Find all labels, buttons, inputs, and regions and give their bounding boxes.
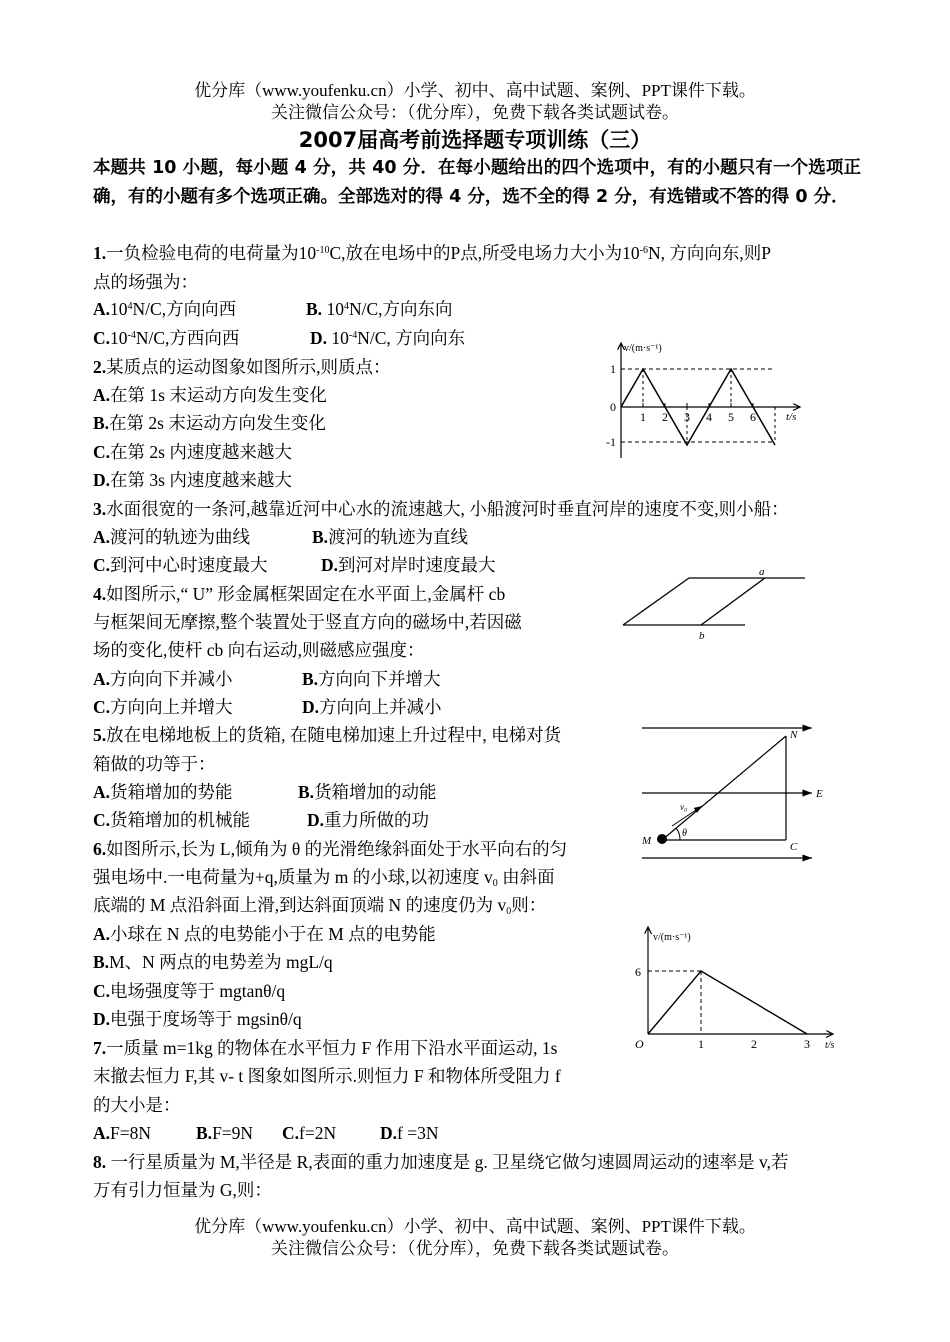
question-text: 放在电梯地板上的货箱, 在随电梯加速上升过程中, 电梯对货 [106, 725, 562, 745]
question-5 [93, 723, 561, 747]
q4-option-b[interactable] [302, 667, 441, 691]
x-tick-label: 2 [662, 410, 668, 424]
q6-line2 [93, 865, 555, 889]
q4-line3: 场的变化,使杆 cb 向右运动,则磁感应强度： [93, 640, 425, 660]
option-text: 在第 2s 末运动方向发生变化 [109, 413, 326, 433]
x-tick-label: 6 [750, 410, 756, 424]
question-3 [93, 497, 789, 521]
q6-option-b[interactable] [93, 950, 333, 974]
y-axis-label: v/(m·s⁻¹) [653, 932, 691, 943]
option-pre: 10 [110, 328, 128, 348]
option-post: N/C,方向东向 [348, 299, 453, 319]
q7-vt-graph [633, 922, 843, 1052]
q8-line2: 万有引力恒量为 G,则： [93, 1180, 272, 1200]
y-tick-0: 0 [610, 400, 616, 414]
q6-line2-post: 由斜面 [497, 867, 555, 887]
option-text: F=9N [212, 1123, 254, 1143]
question-text: 水面很宽的一条河,越靠近河中心水的流速越大, 小船渡河时垂直河岸的速度不变,则小船： [106, 499, 789, 519]
question-number: 1. [93, 243, 107, 263]
q4-option-a[interactable] [93, 667, 233, 691]
page-header-line2: 关注微信公众号：（优分库），免费下载各类试题试卷。 [271, 103, 679, 122]
q6-incline-figure [632, 718, 832, 863]
question-number: 7. [93, 1038, 107, 1058]
q5-option-a[interactable] [93, 780, 233, 804]
q1-option-b[interactable] [306, 297, 453, 321]
option-label: B. [298, 782, 315, 802]
option-text: 在第 3s 内速度越来越大 [110, 470, 292, 490]
option-label: B. [196, 1123, 213, 1143]
option-exp: -4 [348, 330, 358, 341]
option-label: C. [93, 810, 111, 830]
question-number: 4. [93, 584, 107, 604]
option-pre: 10 [110, 299, 128, 319]
option-label: D. [310, 328, 328, 348]
option-text: f =3N [397, 1123, 439, 1143]
question-number: 6. [93, 839, 107, 859]
option-label: B. [312, 527, 329, 547]
q6-line3-post: 则： [511, 895, 547, 915]
q1-line2: 点的场强为： [93, 272, 198, 292]
option-text: 在第 1s 末运动方向发生变化 [110, 385, 327, 405]
option-pre: 10 [327, 328, 349, 348]
page-header-line1: 优分库（www.youfenku.cn）小学、初中、高中试题、案例、PPT课件下载。 [194, 81, 756, 100]
question-2 [93, 355, 391, 379]
x-tick-label: 4 [706, 410, 712, 424]
q4-option-d[interactable] [302, 695, 442, 719]
q3-option-b[interactable] [312, 525, 468, 549]
option-label: A. [93, 924, 111, 944]
question-text: 如图所示,“ U” 形金属框架固定在水平面上,金属杆 cb [106, 584, 506, 604]
x-tick-label: 2 [751, 1037, 757, 1051]
option-text: 方向向下并增大 [318, 669, 441, 689]
q6-line2-sub: 0 [492, 878, 498, 889]
page-footer-line2: 关注微信公众号：（优分库），免费下载各类试题试卷。 [271, 1239, 679, 1258]
velocity-line [648, 971, 807, 1034]
q4-u-frame-figure [615, 566, 815, 646]
label-n: N [790, 729, 798, 741]
question-number: 2. [93, 357, 107, 377]
option-text: F=8N [110, 1123, 152, 1143]
option-text: 货箱增加的势能 [110, 782, 233, 802]
option-text: 在第 2s 内速度越来越大 [110, 442, 292, 462]
y-axis-label: v/(m·s⁻¹) [624, 343, 662, 354]
label-e: E [816, 788, 823, 800]
question-8 [93, 1150, 788, 1174]
instructions: 本题共 10 小题，每小题 4 分，共 40 分．在每小题给出的四个选项中，有的小题只有一个选项正确，有的小题有多个选项正确。全部选对的得 4 分，选不全的得 2 分，有选错或不答的得 0 分． [93, 158, 861, 207]
question-4 [93, 582, 505, 606]
q2-option-d[interactable] [93, 468, 292, 492]
q6-line2-text: 强电场中.一电荷量为+q,质量为 m 的小球,以初速度 v [93, 867, 493, 887]
option-exp: 4 [127, 301, 133, 312]
y-tick-6: 6 [635, 965, 641, 979]
x-tick-label: 1 [640, 410, 646, 424]
question-number: 3. [93, 499, 107, 519]
option-label: C. [282, 1123, 300, 1143]
option-text: 方向向上并增大 [110, 697, 233, 717]
q6-line3-text: 底端的 M 点沿斜面上滑,到达斜面顶端 N 的速度仍为 v [93, 895, 507, 915]
option-text: 方向向上并减小 [319, 697, 442, 717]
option-label: A. [93, 385, 111, 405]
question-text: 一行星质量为 M,半径是 R,表面的重力加速度是 g. 卫星绕它做匀速圆周运动的速率是 v,若 [106, 1152, 789, 1172]
option-exp: 4 [343, 301, 349, 312]
option-label: C. [93, 442, 111, 462]
q1-text-c: N, 方向向东,则P [647, 243, 771, 263]
q6-line3 [93, 893, 546, 917]
q4-line2: 与框架间无摩擦,整个装置处于竖直方向的磁场中,若因磁 [93, 612, 522, 632]
option-text: 方向向下并减小 [110, 669, 233, 689]
q7-option-a[interactable] [93, 1121, 151, 1145]
option-text: 货箱增加的机械能 [110, 810, 251, 830]
option-text: f=2N [299, 1123, 337, 1143]
question-6 [93, 837, 567, 861]
option-label: A. [93, 669, 111, 689]
option-label: C. [93, 328, 111, 348]
x-tick-label: 3 [684, 410, 690, 424]
label-b: b [699, 630, 705, 642]
q1-option-d[interactable] [310, 326, 465, 350]
q5-option-c[interactable] [93, 808, 250, 832]
option-label: A. [93, 299, 111, 319]
option-text: 到河中心时速度最大 [110, 555, 268, 575]
option-post: N/C, 方向向东 [357, 328, 466, 348]
option-text: 电场强度等于 mgtanθ/q [110, 981, 286, 1001]
q1-option-c[interactable] [93, 326, 239, 350]
q7-option-d[interactable] [380, 1121, 438, 1145]
q1-text-a: 一负检验电荷的电荷量为10 [106, 243, 317, 263]
q1-exp-a: -10 [316, 245, 330, 256]
option-label: D. [93, 470, 111, 490]
option-label: A. [93, 1123, 111, 1143]
x-tick-label: 5 [728, 410, 734, 424]
page-footer-line1: 优分库（www.youfenku.cn）小学、初中、高中试题、案例、PPT课件下载。 [194, 1217, 756, 1236]
option-label: C. [93, 981, 111, 1001]
angle-arc [676, 828, 680, 840]
x-axis-label: t/s [825, 1040, 835, 1051]
q6-option-d[interactable] [93, 1007, 302, 1031]
option-text: 货箱增加的动能 [314, 782, 437, 802]
x-tick-label: 3 [804, 1037, 810, 1051]
option-post: N/C,方西向西 [135, 328, 240, 348]
y-tick-1: 1 [610, 362, 616, 376]
q4-option-c[interactable] [93, 695, 233, 719]
q5-option-d[interactable] [307, 808, 429, 832]
metal-rod-cb [701, 578, 765, 625]
q7-option-b[interactable] [196, 1121, 253, 1145]
incline-hypotenuse [662, 736, 786, 840]
option-label: D. [307, 810, 325, 830]
question-text: 如图所示,长为 L,倾角为 θ 的光滑绝缘斜面处于水平向右的匀 [106, 839, 568, 859]
x-tick-label: 1 [698, 1037, 704, 1051]
option-label: C. [93, 555, 111, 575]
question-number: 5. [93, 725, 107, 745]
label-theta: θ [682, 828, 687, 839]
q7-line3: 的大小是： [93, 1095, 181, 1115]
q6-line3-sub: 0 [506, 906, 512, 917]
option-label: B. [93, 413, 110, 433]
option-label: D. [380, 1123, 398, 1143]
option-text: 电强于度场等于 mgsinθ/q [110, 1009, 302, 1029]
option-text: 渡河的轨迹为曲线 [110, 527, 251, 547]
frame-left-side [623, 578, 689, 625]
option-exp: -4 [127, 330, 136, 341]
question-number: 8. [93, 1152, 107, 1172]
q2-option-c[interactable] [93, 440, 292, 464]
question-1 [93, 241, 771, 265]
q6-option-c[interactable] [93, 979, 285, 1003]
label-m: M [642, 835, 652, 847]
option-label: B. [93, 952, 110, 972]
option-text: 到河对岸时速度最大 [338, 555, 496, 575]
q6-option-a[interactable] [93, 922, 436, 946]
question-text: 某质点的运动图象如图所示,则质点： [106, 357, 391, 377]
option-text: 重力所做的功 [324, 810, 430, 830]
origin-label: O [635, 1037, 644, 1051]
x-axis-label: t/s [786, 411, 797, 423]
q7-line2: 末撤去恒力 F,其 v- t 图象如图所示.则恒力 F 和物体所受阻力 f [93, 1066, 561, 1086]
label-v0: v₀ [680, 802, 688, 812]
option-label: D. [93, 1009, 111, 1029]
question-text: 一质量 m=1kg 的物体在水平恒力 F 作用下沿水平面运动, 1s [106, 1038, 558, 1058]
q7-option-c[interactable] [282, 1121, 336, 1145]
option-label: A. [93, 527, 111, 547]
q5-line2: 箱做的功等于： [93, 754, 216, 774]
q1-option-a[interactable] [93, 297, 236, 321]
label-a: a [759, 566, 765, 578]
q2-option-a[interactable] [93, 383, 327, 407]
q1-text-b: C,放在电场中的P点,所受电场力大小为10 [329, 243, 640, 263]
option-post: N/C,方向向西 [132, 299, 237, 319]
option-label: C. [93, 697, 111, 717]
option-label: B. [302, 669, 319, 689]
option-pre: 10 [322, 299, 344, 319]
option-label: D. [302, 697, 320, 717]
q2-vt-graph [600, 338, 810, 468]
q3-option-c[interactable] [93, 553, 268, 577]
page-title: 2007届高考前选择题专项训练（三） [298, 128, 652, 152]
y-tick-neg1: -1 [606, 435, 616, 449]
q5-option-b[interactable] [298, 780, 437, 804]
option-label: A. [93, 782, 111, 802]
option-label: D. [321, 555, 339, 575]
option-label: B. [306, 299, 323, 319]
option-text: 小球在 N 点的电势能小于在 M 点的电势能 [110, 924, 436, 944]
q2-option-b[interactable] [93, 411, 326, 435]
option-text: M、N 两点的电势差为 mgL/q [109, 952, 333, 972]
q3-option-d[interactable] [321, 553, 496, 577]
question-7 [93, 1036, 557, 1060]
q3-option-a[interactable] [93, 525, 250, 549]
q1-exp-b: -6 [639, 245, 648, 256]
label-c: C [790, 841, 798, 853]
option-text: 渡河的轨迹为直线 [328, 527, 469, 547]
ball-m [657, 834, 667, 844]
